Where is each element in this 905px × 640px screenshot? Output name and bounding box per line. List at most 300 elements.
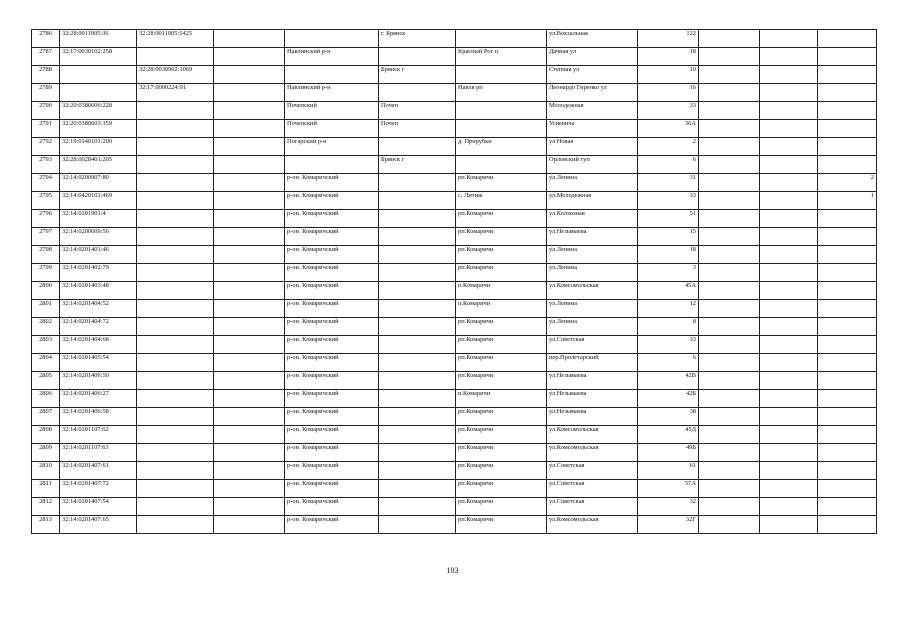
table-cell bbox=[214, 516, 285, 534]
table-cell: 32 bbox=[638, 498, 699, 516]
table-cell: д. Прирубки bbox=[456, 138, 547, 156]
table-cell: 16 bbox=[638, 84, 699, 102]
table-cell bbox=[214, 66, 285, 84]
table-cell: 38 bbox=[638, 408, 699, 426]
table-cell bbox=[818, 516, 877, 534]
table-cell bbox=[699, 354, 760, 372]
table-cell: 51 bbox=[638, 210, 699, 228]
table-cell bbox=[818, 102, 877, 120]
table-cell: 2797 bbox=[32, 228, 60, 246]
table-cell: рп.Комаричи bbox=[456, 264, 547, 282]
table-cell bbox=[137, 372, 214, 390]
table-cell: 32:14:0201107:62 bbox=[60, 426, 137, 444]
table-cell: р-он. Комаричский bbox=[285, 390, 379, 408]
table-cell: 32:14:0201407:61 bbox=[60, 462, 137, 480]
table-cell bbox=[137, 336, 214, 354]
table-cell: р-он. Комаричский bbox=[285, 480, 379, 498]
table-cell: 32:28:0028401:205 bbox=[60, 156, 137, 174]
table-cell: пер.Пролетарский bbox=[547, 354, 638, 372]
table-cell bbox=[137, 516, 214, 534]
table-cell bbox=[699, 66, 760, 84]
table-cell bbox=[214, 120, 285, 138]
table-cell bbox=[760, 246, 818, 264]
table-cell: 32:14:0201107:63 bbox=[60, 444, 137, 462]
table-row bbox=[32, 228, 877, 246]
table-cell: 2810 bbox=[32, 462, 60, 480]
table-cell: Усиевича bbox=[547, 120, 638, 138]
table-cell bbox=[137, 156, 214, 174]
table-cell: рп.Комаричи bbox=[456, 462, 547, 480]
table-cell bbox=[760, 516, 818, 534]
table-cell: п.Комаричи bbox=[456, 390, 547, 408]
table-cell: 2807 bbox=[32, 408, 60, 426]
table-cell: 2801 bbox=[32, 300, 60, 318]
table-cell bbox=[760, 372, 818, 390]
table-cell: рп.Комаричи bbox=[456, 336, 547, 354]
table-cell: ул.Советская bbox=[547, 462, 638, 480]
table-cell: рп.Комаричи bbox=[456, 516, 547, 534]
table-cell: 45А bbox=[638, 282, 699, 300]
table-cell bbox=[214, 48, 285, 66]
table-row bbox=[32, 174, 877, 192]
table-cell: 2786 bbox=[32, 30, 60, 48]
table-cell: 31 bbox=[638, 174, 699, 192]
table-cell: р-он. Комаричский bbox=[285, 228, 379, 246]
table-cell: р-он. Комаричский bbox=[285, 354, 379, 372]
table-cell: ул.Ленина bbox=[547, 300, 638, 318]
table-cell bbox=[285, 156, 379, 174]
table-cell bbox=[379, 210, 456, 228]
table-cell bbox=[760, 102, 818, 120]
table-cell: рп.Комаричи bbox=[456, 228, 547, 246]
table-cell bbox=[379, 516, 456, 534]
table-cell: 2808 bbox=[32, 426, 60, 444]
table-cell bbox=[379, 282, 456, 300]
table-cell: 32:14:0201404:72 bbox=[60, 318, 137, 336]
table-cell bbox=[818, 408, 877, 426]
table-cell: Брянск г bbox=[379, 66, 456, 84]
table-cell: р-он. Комаричский bbox=[285, 210, 379, 228]
table-cell: 1 bbox=[818, 192, 877, 210]
table-cell: р-он. Комаричский bbox=[285, 318, 379, 336]
table-cell: 6 bbox=[638, 156, 699, 174]
table-cell bbox=[818, 120, 877, 138]
table-row bbox=[32, 30, 877, 48]
table-cell: 32:14:0200907:80 bbox=[60, 174, 137, 192]
table-cell bbox=[699, 372, 760, 390]
table-cell bbox=[818, 228, 877, 246]
table-cell bbox=[214, 480, 285, 498]
table-cell bbox=[214, 210, 285, 228]
table-cell: 2795 bbox=[32, 192, 60, 210]
table-cell bbox=[214, 174, 285, 192]
table-cell bbox=[760, 462, 818, 480]
table-cell bbox=[379, 246, 456, 264]
table-cell: Степная ул bbox=[547, 66, 638, 84]
table-cell bbox=[760, 300, 818, 318]
table-cell bbox=[137, 120, 214, 138]
table-cell bbox=[137, 192, 214, 210]
table-cell: 2793 bbox=[32, 156, 60, 174]
table-cell: ул.Ленина bbox=[547, 246, 638, 264]
table-cell: 57А bbox=[638, 480, 699, 498]
table-cell bbox=[818, 282, 877, 300]
table-cell: 2790 bbox=[32, 102, 60, 120]
table-cell bbox=[137, 408, 214, 426]
table-cell bbox=[818, 156, 877, 174]
table-cell: 32:17:0030102:258 bbox=[60, 48, 137, 66]
table-cell bbox=[699, 282, 760, 300]
table-cell bbox=[137, 48, 214, 66]
table-cell: 2796 bbox=[32, 210, 60, 228]
table-cell: 2811 bbox=[32, 480, 60, 498]
table-cell: ул.Советская bbox=[547, 498, 638, 516]
table-cell: 32:14:0201407:65 bbox=[60, 516, 137, 534]
table-row bbox=[32, 66, 877, 84]
table-row bbox=[32, 372, 877, 390]
table-cell bbox=[137, 300, 214, 318]
table-cell: 45Д bbox=[638, 426, 699, 444]
table-cell bbox=[760, 336, 818, 354]
table-cell: ул.Ленина bbox=[547, 318, 638, 336]
table-cell: 2804 bbox=[32, 354, 60, 372]
table-cell: 36А bbox=[638, 120, 699, 138]
table-cell bbox=[699, 192, 760, 210]
table-cell: Навля рп bbox=[456, 84, 547, 102]
table-cell: р-он. Комаричский bbox=[285, 282, 379, 300]
table-cell bbox=[456, 102, 547, 120]
table-cell: 32:14:0201404:52 bbox=[60, 300, 137, 318]
property-register-table bbox=[31, 29, 877, 534]
table-row bbox=[32, 408, 877, 426]
table-cell: р-он. Комаричский bbox=[285, 498, 379, 516]
table-cell bbox=[760, 228, 818, 246]
table-cell bbox=[214, 354, 285, 372]
table-cell bbox=[379, 84, 456, 102]
table-cell bbox=[699, 48, 760, 66]
table-cell: 122 bbox=[638, 30, 699, 48]
table-cell: 32:14:0201406:27 bbox=[60, 390, 137, 408]
table-cell bbox=[818, 300, 877, 318]
table-cell: Навлинский р-н bbox=[285, 48, 379, 66]
table-cell bbox=[818, 66, 877, 84]
table-cell bbox=[137, 444, 214, 462]
table-cell bbox=[760, 84, 818, 102]
table-cell bbox=[379, 192, 456, 210]
table-cell bbox=[214, 444, 285, 462]
table-cell bbox=[214, 102, 285, 120]
table-row bbox=[32, 300, 877, 318]
table-row bbox=[32, 102, 877, 120]
table-cell: р-он. Комаричский bbox=[285, 462, 379, 480]
table-cell bbox=[818, 138, 877, 156]
table-cell bbox=[760, 66, 818, 84]
table-cell: ул.Незымаева bbox=[547, 372, 638, 390]
table-cell bbox=[760, 318, 818, 336]
table-cell bbox=[137, 498, 214, 516]
table-cell bbox=[379, 174, 456, 192]
table-cell: 2792 bbox=[32, 138, 60, 156]
table-cell bbox=[699, 462, 760, 480]
table-cell bbox=[699, 156, 760, 174]
table-cell: 32:28:0011005:36 bbox=[60, 30, 137, 48]
table-cell: рп.Комаричи bbox=[456, 426, 547, 444]
table-cell bbox=[137, 318, 214, 336]
table-row bbox=[32, 498, 877, 516]
table-cell bbox=[760, 408, 818, 426]
table-cell: Молодежная bbox=[547, 102, 638, 120]
table-cell: 2799 bbox=[32, 264, 60, 282]
table-cell bbox=[818, 318, 877, 336]
table-row bbox=[32, 516, 877, 534]
table-cell bbox=[818, 48, 877, 66]
table-cell bbox=[699, 174, 760, 192]
table-cell: 2789 bbox=[32, 84, 60, 102]
table-cell bbox=[760, 390, 818, 408]
table-cell bbox=[379, 390, 456, 408]
table-cell bbox=[699, 444, 760, 462]
table-cell bbox=[137, 102, 214, 120]
table-cell: рп.Комаричи bbox=[456, 246, 547, 264]
table-cell bbox=[699, 408, 760, 426]
table-cell bbox=[760, 264, 818, 282]
table-cell bbox=[214, 156, 285, 174]
table-cell: 32:17:0000224:91 bbox=[137, 84, 214, 102]
table-cell: р-он. Комаричский bbox=[285, 246, 379, 264]
table-cell: 2806 bbox=[32, 390, 60, 408]
table-cell bbox=[214, 318, 285, 336]
table-cell bbox=[214, 336, 285, 354]
table-cell: Почеп bbox=[379, 102, 456, 120]
table-cell: Брянск г bbox=[379, 156, 456, 174]
table-cell: рп.Комаричи bbox=[456, 444, 547, 462]
table-cell bbox=[760, 444, 818, 462]
table-cell bbox=[214, 246, 285, 264]
table-cell: 18 bbox=[638, 48, 699, 66]
table-cell bbox=[699, 318, 760, 336]
table-cell: Навлинский р-н bbox=[285, 84, 379, 102]
table-row bbox=[32, 84, 877, 102]
table-cell: 12 bbox=[638, 300, 699, 318]
table-cell bbox=[137, 390, 214, 408]
table-cell bbox=[818, 246, 877, 264]
table-cell: ул.Колхозная bbox=[547, 210, 638, 228]
table-cell bbox=[137, 228, 214, 246]
table-cell bbox=[379, 228, 456, 246]
table-cell: 2802 bbox=[32, 318, 60, 336]
table-cell: 32:14:0200609:56 bbox=[60, 228, 137, 246]
table-cell: ул.Вокзальная bbox=[547, 30, 638, 48]
table-cell: 15 bbox=[638, 228, 699, 246]
table-cell: 42В bbox=[638, 372, 699, 390]
table-cell: 2794 bbox=[32, 174, 60, 192]
table-cell bbox=[818, 336, 877, 354]
table-cell bbox=[699, 228, 760, 246]
table-cell: Почеп bbox=[379, 120, 456, 138]
table-cell bbox=[699, 138, 760, 156]
table-cell bbox=[214, 264, 285, 282]
table-cell bbox=[137, 246, 214, 264]
table-cell: Почепский bbox=[285, 120, 379, 138]
table-cell bbox=[137, 354, 214, 372]
table-cell: 32:14:0201403:48 bbox=[60, 282, 137, 300]
table-cell bbox=[379, 48, 456, 66]
table-cell bbox=[137, 480, 214, 498]
table-cell bbox=[379, 480, 456, 498]
table-cell bbox=[137, 426, 214, 444]
table-cell bbox=[456, 120, 547, 138]
table-cell: 32:20:0380603:159 bbox=[60, 120, 137, 138]
table-cell: 32:14:0420101:469 bbox=[60, 192, 137, 210]
table-cell: 10 bbox=[638, 66, 699, 84]
table-cell bbox=[214, 84, 285, 102]
table-cell: ул.Незымаева bbox=[547, 390, 638, 408]
table-cell: 2 bbox=[638, 138, 699, 156]
table-cell bbox=[760, 210, 818, 228]
table-cell bbox=[137, 138, 214, 156]
table-cell: 49Б bbox=[638, 444, 699, 462]
table-cell: 2791 bbox=[32, 120, 60, 138]
table-cell bbox=[379, 318, 456, 336]
table-cell: 2787 bbox=[32, 48, 60, 66]
table-row bbox=[32, 156, 877, 174]
table-cell: Леонардо Гиренко ул bbox=[547, 84, 638, 102]
table-cell: 2788 bbox=[32, 66, 60, 84]
table-cell bbox=[214, 372, 285, 390]
table-cell bbox=[699, 210, 760, 228]
table-cell bbox=[818, 480, 877, 498]
table-cell: 32:28:0030902:1069 bbox=[137, 66, 214, 84]
table-cell bbox=[379, 462, 456, 480]
table-cell: ул.Комсомольская bbox=[547, 426, 638, 444]
table-cell: 2803 bbox=[32, 336, 60, 354]
table-cell: 2813 bbox=[32, 516, 60, 534]
table-row bbox=[32, 462, 877, 480]
table-cell bbox=[214, 282, 285, 300]
table-cell bbox=[214, 498, 285, 516]
table-cell bbox=[285, 30, 379, 48]
table-cell: п.Комаричи bbox=[456, 282, 547, 300]
table-cell bbox=[760, 498, 818, 516]
table-cell bbox=[818, 444, 877, 462]
table-cell: ул.Молодежная bbox=[547, 192, 638, 210]
table-cell bbox=[214, 300, 285, 318]
table-cell: 18 bbox=[638, 246, 699, 264]
table-cell bbox=[379, 408, 456, 426]
register-body bbox=[32, 30, 877, 534]
table-cell: 32:14:0201404:68 bbox=[60, 336, 137, 354]
table-cell bbox=[699, 300, 760, 318]
table-cell bbox=[379, 264, 456, 282]
table-cell bbox=[379, 372, 456, 390]
table-cell bbox=[760, 174, 818, 192]
table-cell bbox=[137, 210, 214, 228]
table-row bbox=[32, 48, 877, 66]
table-cell: рп.Комаричи bbox=[456, 480, 547, 498]
table-cell bbox=[379, 444, 456, 462]
table-cell bbox=[699, 516, 760, 534]
table-cell bbox=[760, 426, 818, 444]
table-cell bbox=[137, 174, 214, 192]
table-cell bbox=[137, 282, 214, 300]
table-cell bbox=[214, 426, 285, 444]
table-cell: 42Б bbox=[638, 390, 699, 408]
table-cell: 32:19:0140101:200 bbox=[60, 138, 137, 156]
table-cell bbox=[818, 498, 877, 516]
table-cell: р-он. Комаричский bbox=[285, 174, 379, 192]
table-row bbox=[32, 282, 877, 300]
table-cell: 32:20:0380606:228 bbox=[60, 102, 137, 120]
table-cell bbox=[456, 66, 547, 84]
table-cell bbox=[818, 210, 877, 228]
table-cell: ул.Комсомольская bbox=[547, 444, 638, 462]
table-cell: 32:14:0201402:79 bbox=[60, 264, 137, 282]
table-cell: Почепский bbox=[285, 102, 379, 120]
table-cell bbox=[818, 426, 877, 444]
table-cell bbox=[699, 426, 760, 444]
table-cell bbox=[760, 480, 818, 498]
table-cell bbox=[214, 462, 285, 480]
table-cell bbox=[760, 192, 818, 210]
table-cell: ул Новая bbox=[547, 138, 638, 156]
table-cell: 32:14:0201406:50 bbox=[60, 372, 137, 390]
table-cell bbox=[818, 354, 877, 372]
table-cell bbox=[60, 66, 137, 84]
table-cell bbox=[214, 408, 285, 426]
table-row bbox=[32, 138, 877, 156]
table-cell bbox=[214, 390, 285, 408]
table-cell: р-он. Комаричский bbox=[285, 336, 379, 354]
table-cell: р-он. Комаричский bbox=[285, 372, 379, 390]
table-cell: Орловский туп bbox=[547, 156, 638, 174]
table-cell bbox=[760, 48, 818, 66]
table-cell: 3 bbox=[638, 264, 699, 282]
table-cell: 32Г bbox=[638, 516, 699, 534]
table-cell: 32:14:0201401:46 bbox=[60, 246, 137, 264]
table-cell: 32:14:0201407:54 bbox=[60, 498, 137, 516]
table-cell bbox=[456, 156, 547, 174]
table-cell bbox=[214, 138, 285, 156]
table-cell bbox=[214, 192, 285, 210]
table-cell bbox=[818, 84, 877, 102]
table-cell: ул.Комсомольская bbox=[547, 282, 638, 300]
table-cell: р-он. Комаричский bbox=[285, 300, 379, 318]
table-cell: ул.Комсомольская bbox=[547, 516, 638, 534]
table-cell: р-он. Комаричский bbox=[285, 516, 379, 534]
table-cell: 33 bbox=[638, 102, 699, 120]
table-cell bbox=[760, 354, 818, 372]
table-cell: с. Литиж bbox=[456, 192, 547, 210]
table-cell bbox=[379, 498, 456, 516]
table-cell: Погарский р-н bbox=[285, 138, 379, 156]
table-cell: ул.Ленина bbox=[547, 174, 638, 192]
table-cell bbox=[699, 102, 760, 120]
table-cell bbox=[818, 462, 877, 480]
table-cell: рп.Комаричи bbox=[456, 174, 547, 192]
table-cell: р-он. Комаричский bbox=[285, 408, 379, 426]
table-cell bbox=[214, 30, 285, 48]
table-cell bbox=[818, 372, 877, 390]
table-cell bbox=[379, 354, 456, 372]
table-row bbox=[32, 480, 877, 498]
table-cell bbox=[699, 480, 760, 498]
table-cell: 2798 bbox=[32, 246, 60, 264]
table-cell: рп.Комаричи bbox=[456, 210, 547, 228]
table-cell: ул.Советская bbox=[547, 336, 638, 354]
table-cell: ул.Незымаева bbox=[547, 228, 638, 246]
table-cell bbox=[379, 336, 456, 354]
table-cell bbox=[760, 30, 818, 48]
